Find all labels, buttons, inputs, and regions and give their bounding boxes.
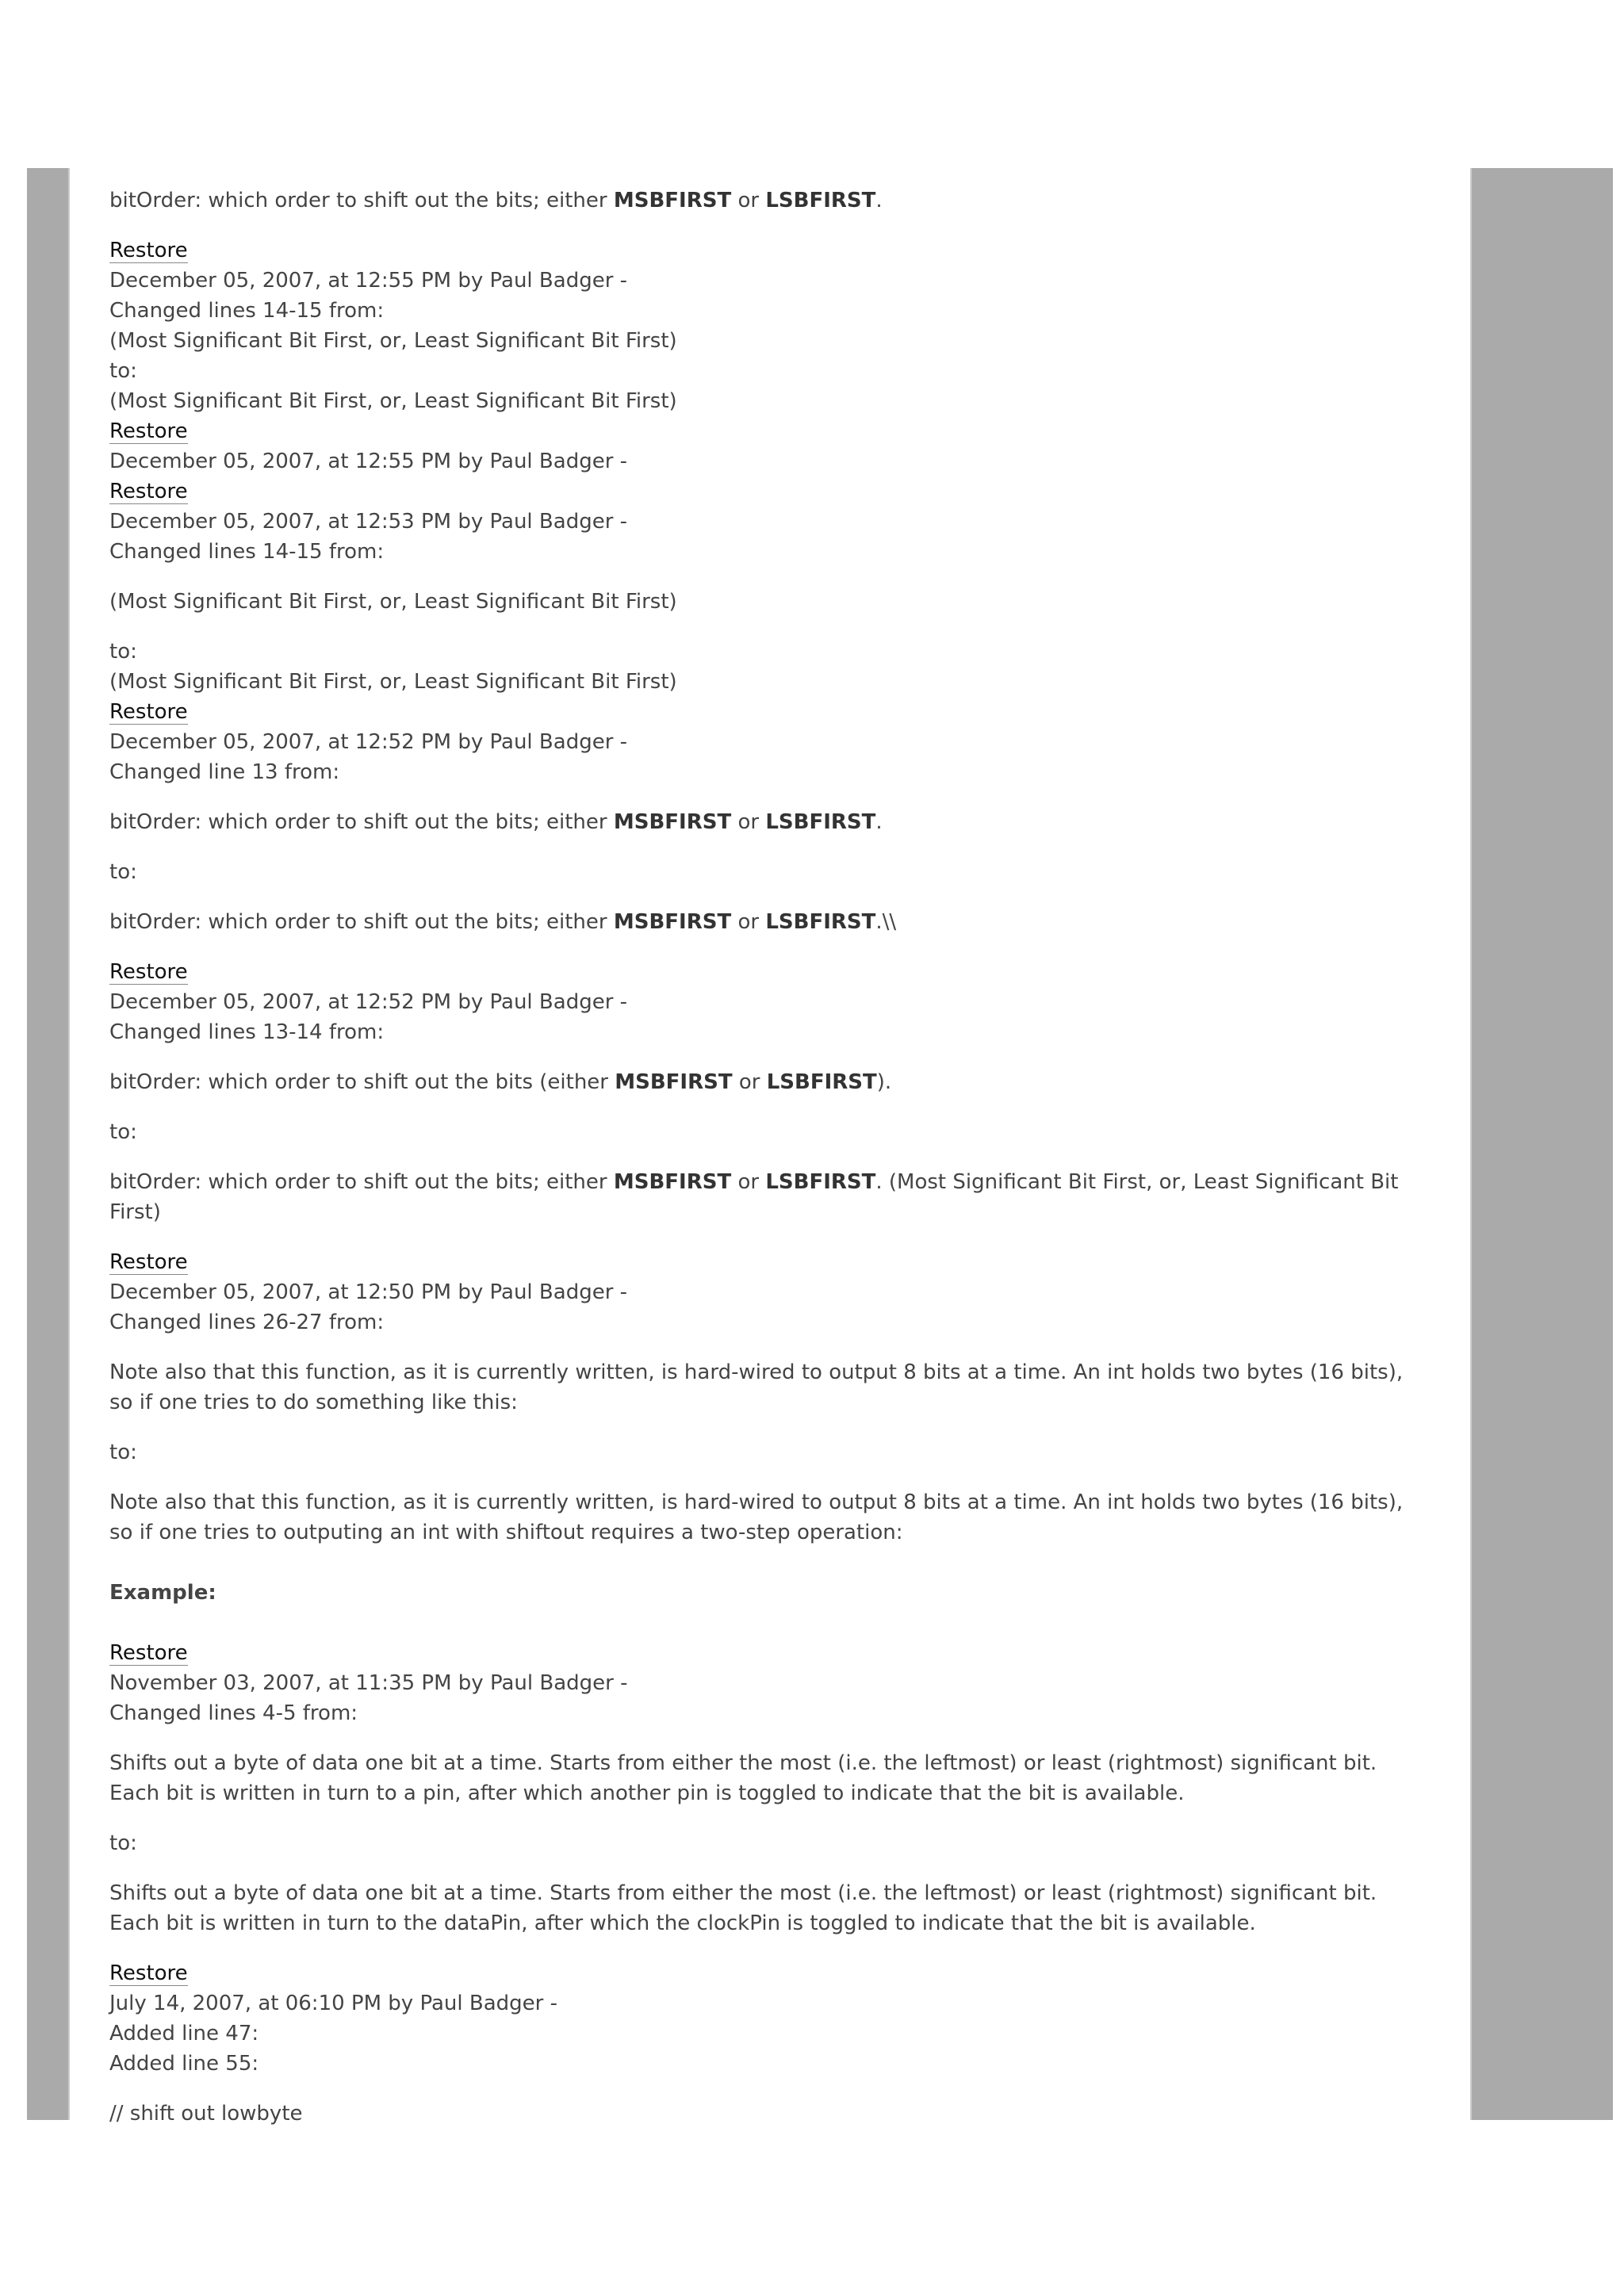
entry-change: Changed line 13 from: bbox=[109, 760, 340, 784]
history-entry bbox=[109, 416, 1431, 476]
code-comment: // shift out lowbyte bbox=[109, 2102, 303, 2126]
right-margin-bar bbox=[1470, 168, 1613, 2120]
entry-from-text: (Most Significant Bit First, or, Least Significant Bit First) bbox=[109, 590, 677, 614]
entry-from-text: bitOrder: which order to shift out the bits; either MSBFIRST or LSBFIRST. bbox=[109, 810, 883, 834]
history-entry bbox=[109, 697, 1431, 937]
entry-added-line: Added line 55: bbox=[109, 2052, 259, 2076]
entry-from-text: (Most Significant Bit First, or, Least Significant Bit First) bbox=[109, 329, 677, 353]
entry-change: Changed lines 13-14 from: bbox=[109, 1020, 385, 1044]
entry-to-text: (Most Significant Bit First, or, Least Significant Bit First) bbox=[109, 389, 677, 413]
entry-to-text: (Most Significant Bit First, or, Least Significant Bit First) bbox=[109, 670, 677, 694]
entry-date: July 14, 2007, at 06:10 PM by Paul Badger - bbox=[109, 1992, 557, 2015]
page-history-content bbox=[109, 186, 1431, 2149]
history-entry bbox=[109, 235, 1431, 416]
entry-added-line: Added line 47: bbox=[109, 2022, 259, 2045]
entry-date: December 05, 2007, at 12:52 PM by Paul Badger - bbox=[109, 730, 628, 754]
entry-to-label: to: bbox=[109, 1441, 137, 1464]
entry-to-text: Shifts out a byte of data one bit at a time. Starts from either the most (i.e. the leftmost) or least (rightmost) significant bit. Each bit is written in turn to the dataPin, after which the clockPin is toggled to indicate that the bit is available. bbox=[109, 1881, 1384, 1935]
history-entry bbox=[109, 957, 1431, 1227]
entry-to-label: to: bbox=[109, 640, 137, 664]
msbfirst-term: MSBFIRST bbox=[613, 189, 732, 212]
example-heading: Example: bbox=[109, 1581, 216, 1605]
entry-change: Changed lines 14-15 from: bbox=[109, 299, 385, 323]
restore-link[interactable]: Restore bbox=[109, 1961, 188, 1985]
entry-to-text: Note also that this function, as it is currently written, is hard-wired to output 8 bits at a time. An int holds two bytes (16 bits), so if one tries to outputing an int with shiftout requires a two-step operation: bbox=[109, 1490, 1410, 1544]
entry-to-text: bitOrder: which order to shift out the bits; either MSBFIRST or LSBFIRST. (Most Significant Bit First, or, Least Significant Bit First) bbox=[109, 1170, 1405, 1224]
restore-link[interactable]: Restore bbox=[109, 700, 188, 724]
restore-link[interactable]: Restore bbox=[109, 239, 188, 262]
entry-to-label: to: bbox=[109, 359, 137, 383]
entry-date: December 05, 2007, at 12:52 PM by Paul Badger - bbox=[109, 990, 628, 1014]
restore-link[interactable]: Restore bbox=[109, 480, 188, 503]
entry-date: December 05, 2007, at 12:53 PM by Paul Badger - bbox=[109, 510, 628, 534]
restore-link[interactable]: Restore bbox=[109, 419, 188, 443]
entry-change: Changed lines 26-27 from: bbox=[109, 1311, 385, 1334]
entry-date: December 05, 2007, at 12:55 PM by Paul Badger - bbox=[109, 269, 628, 293]
history-entry bbox=[109, 476, 1431, 697]
entry-to-label: to: bbox=[109, 1120, 137, 1144]
history-entry bbox=[109, 1958, 1431, 2129]
entry-from-text: Shifts out a byte of data one bit at a time. Starts from either the most (i.e. the leftmost) or least (rightmost) significant bit. Each bit is written in turn to a pin, after which another pin is toggled to indicate that the bit is available. bbox=[109, 1751, 1384, 1805]
history-entry bbox=[109, 1638, 1431, 1938]
restore-link[interactable]: Restore bbox=[109, 1250, 188, 1274]
entry-change: Changed lines 4-5 from: bbox=[109, 1701, 358, 1725]
history-entry bbox=[109, 1247, 1431, 1608]
entry-to-text: bitOrder: which order to shift out the bits; either MSBFIRST or LSBFIRST.\\ bbox=[109, 910, 897, 934]
bitorder-paragraph: bitOrder: which order to shift out the bits; either MSBFIRST or LSBFIRST. bbox=[109, 189, 883, 212]
restore-link[interactable]: Restore bbox=[109, 960, 188, 984]
lsbfirst-term: LSBFIRST bbox=[765, 189, 876, 212]
entry-from-text: Note also that this function, as it is currently written, is hard-wired to output 8 bits at a time. An int holds two bytes (16 bits), so if one tries to do something like this: bbox=[109, 1360, 1410, 1414]
entry-to-label: to: bbox=[109, 1831, 137, 1855]
entry-change: Changed lines 14-15 from: bbox=[109, 540, 385, 564]
entry-date: December 05, 2007, at 12:55 PM by Paul Badger - bbox=[109, 450, 628, 473]
entry-date: December 05, 2007, at 12:50 PM by Paul Badger - bbox=[109, 1280, 628, 1304]
entry-from-text: bitOrder: which order to shift out the bits (either MSBFIRST or LSBFIRST). bbox=[109, 1070, 892, 1094]
entry-date: November 03, 2007, at 11:35 PM by Paul Badger - bbox=[109, 1671, 628, 1695]
restore-link[interactable]: Restore bbox=[109, 1641, 188, 1665]
left-margin-bar bbox=[27, 168, 70, 2120]
entry-to-label: to: bbox=[109, 860, 137, 884]
